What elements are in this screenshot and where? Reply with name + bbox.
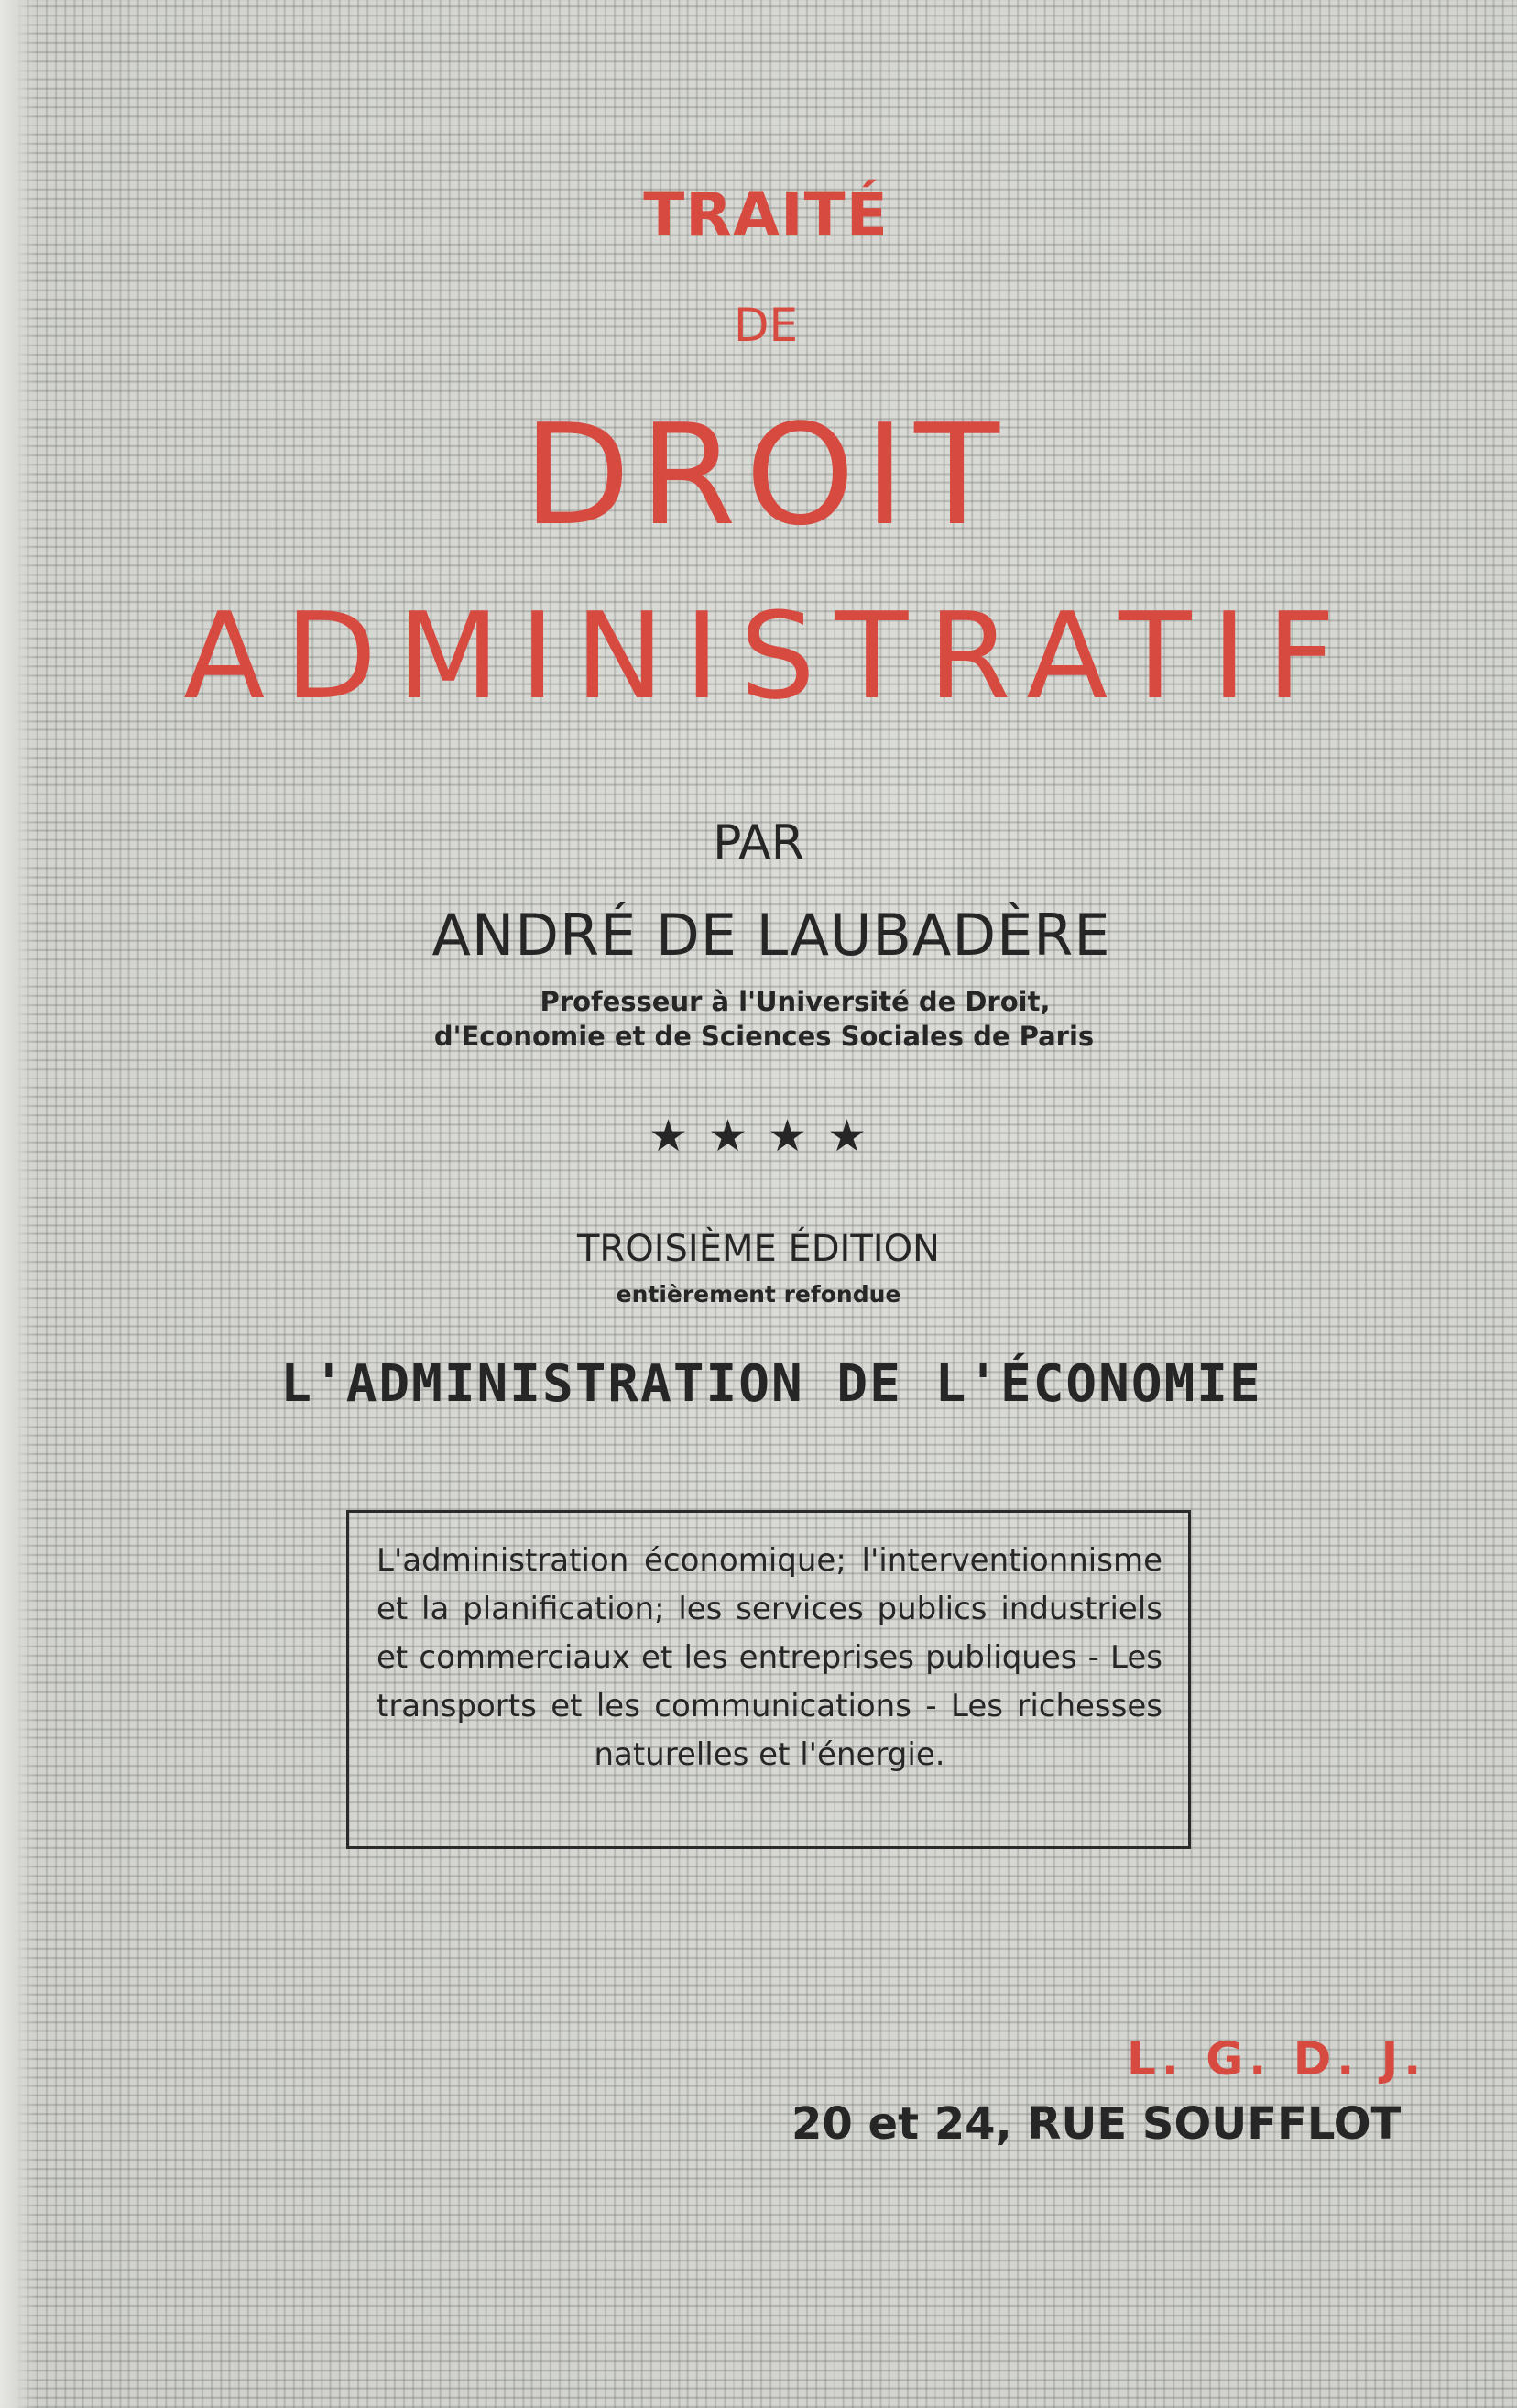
- author-affiliation-line2: d'Economie et de Sciences Sociales de Paris: [433, 1021, 1095, 1052]
- publisher-name: L. G. D. J.: [1127, 2032, 1427, 2085]
- topics-box: [346, 1510, 1191, 1849]
- book-spine-edge: [0, 0, 35, 2408]
- volume-title: L'ADMINISTRATION DE L'ÉCONOMIE: [280, 1354, 1262, 1414]
- title-droit: DROIT: [523, 394, 1009, 556]
- title-administratif: ADMINISTRATIF: [183, 586, 1356, 726]
- title-traite: TRAITÉ: [643, 180, 889, 250]
- author-name: ANDRÉ DE LAUBADÈRE: [431, 902, 1111, 969]
- edition-label: TROISIÈME ÉDITION: [577, 1228, 940, 1270]
- author-affiliation-line1: Professeur à l'Université de Droit,: [540, 986, 1051, 1017]
- volume-stars: ★★★★: [648, 1111, 888, 1162]
- by-label: PAR: [713, 815, 804, 870]
- publisher-address: 20 et 24, RUE SOUFFLOT: [791, 2098, 1402, 2150]
- edition-note: entièrement refondue: [616, 1281, 901, 1308]
- topics-text: L'administration économique; l'interventionnisme et la planification; les services publics industriels et commerciaux et les entreprises publiques - Les transports et les communications - Les richesses naturelles et l'énergie.: [377, 1542, 1162, 1773]
- title-de: DE: [733, 299, 799, 352]
